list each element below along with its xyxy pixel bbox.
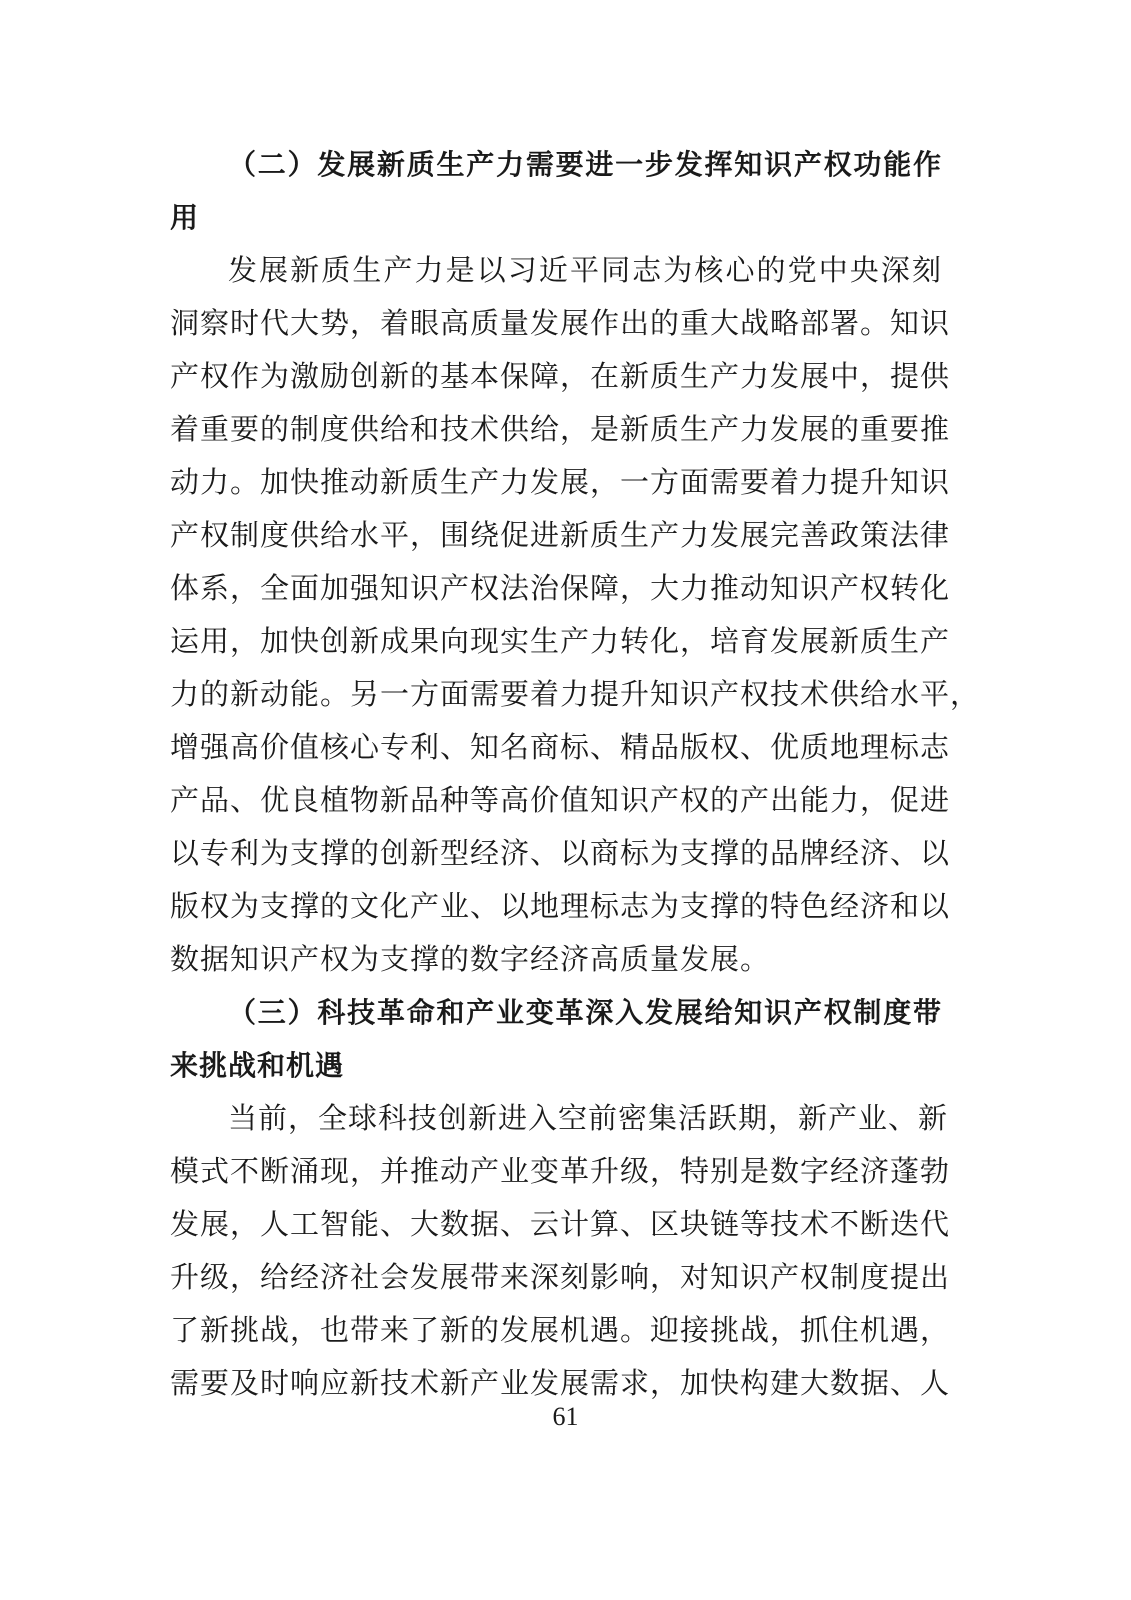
paragraph-line: 产权作为激励创新的基本保障，在新质生产力发展中，提供 [170, 359, 951, 393]
section-paragraph-3 [170, 1092, 951, 1410]
paragraph-line: 体系，全面加强知识产权法治保障，大力推动知识产权转化 [170, 571, 951, 605]
paragraph-line: 以专利为支撑的创新型经济、以商标为支撑的品牌经济、以 [170, 836, 951, 870]
section-paragraph-2 [170, 244, 981, 986]
heading-line: （二）发展新质生产力需要进一步发挥知识产权功能作 [228, 148, 942, 181]
heading-line: 用 [170, 201, 200, 234]
paragraph-line: 产品、优良植物新品种等高价值知识产权的产出能力，促进 [170, 783, 951, 817]
section-heading-3 [170, 986, 942, 1092]
paragraph-line: 发展，人工智能、大数据、云计算、区块链等技术不断迭代 [170, 1207, 951, 1241]
paragraph-line: 了新挑战，也带来了新的发展机遇。迎接挑战，抓住机遇， [170, 1313, 951, 1347]
paragraph-line: 产权制度供给水平，围绕促进新质生产力发展完善政策法律 [170, 518, 951, 552]
paragraph-line: 发展新质生产力是以习近平同志为核心的党中央深刻 [228, 253, 942, 287]
paragraph-line: 力的新动能。另一方面需要着力提升知识产权技术供给水平， [170, 677, 981, 711]
paragraph-line: 动力。加快推动新质生产力发展，一方面需要着力提升知识 [170, 465, 951, 499]
paragraph-line: 洞察时代大势，着眼高质量发展作出的重大战略部署。知识 [170, 306, 951, 340]
heading-line: （三）科技革命和产业变革深入发展给知识产权制度带 [228, 996, 942, 1029]
paragraph-line: 数据知识产权为支撑的数字经济高质量发展。 [170, 942, 771, 976]
page-number: 61 [552, 1402, 579, 1431]
paragraph-line: 当前，全球科技创新进入空前密集活跃期，新产业、新 [228, 1101, 949, 1135]
paragraph-line: 增强高价值核心专利、知名商标、精品版权、优质地理标志 [170, 730, 951, 764]
page-body [170, 138, 981, 1410]
paragraph-line: 升级，给经济社会发展带来深刻影响，对知识产权制度提出 [170, 1260, 951, 1294]
paragraph-line: 需要及时响应新技术新产业发展需求，加快构建大数据、人 [170, 1366, 951, 1400]
section-heading-2 [170, 138, 942, 244]
paragraph-line: 模式不断涌现，并推动产业变革升级，特别是数字经济蓬勃 [170, 1154, 951, 1188]
heading-line: 来挑战和机遇 [170, 1049, 345, 1082]
paragraph-line: 版权为支撑的文化产业、以地理标志为支撑的特色经济和以 [170, 889, 951, 923]
paragraph-line: 着重要的制度供给和技术供给，是新质生产力发展的重要推 [170, 412, 951, 446]
paragraph-line: 运用，加快创新成果向现实生产力转化，培育发展新质生产 [170, 624, 951, 658]
